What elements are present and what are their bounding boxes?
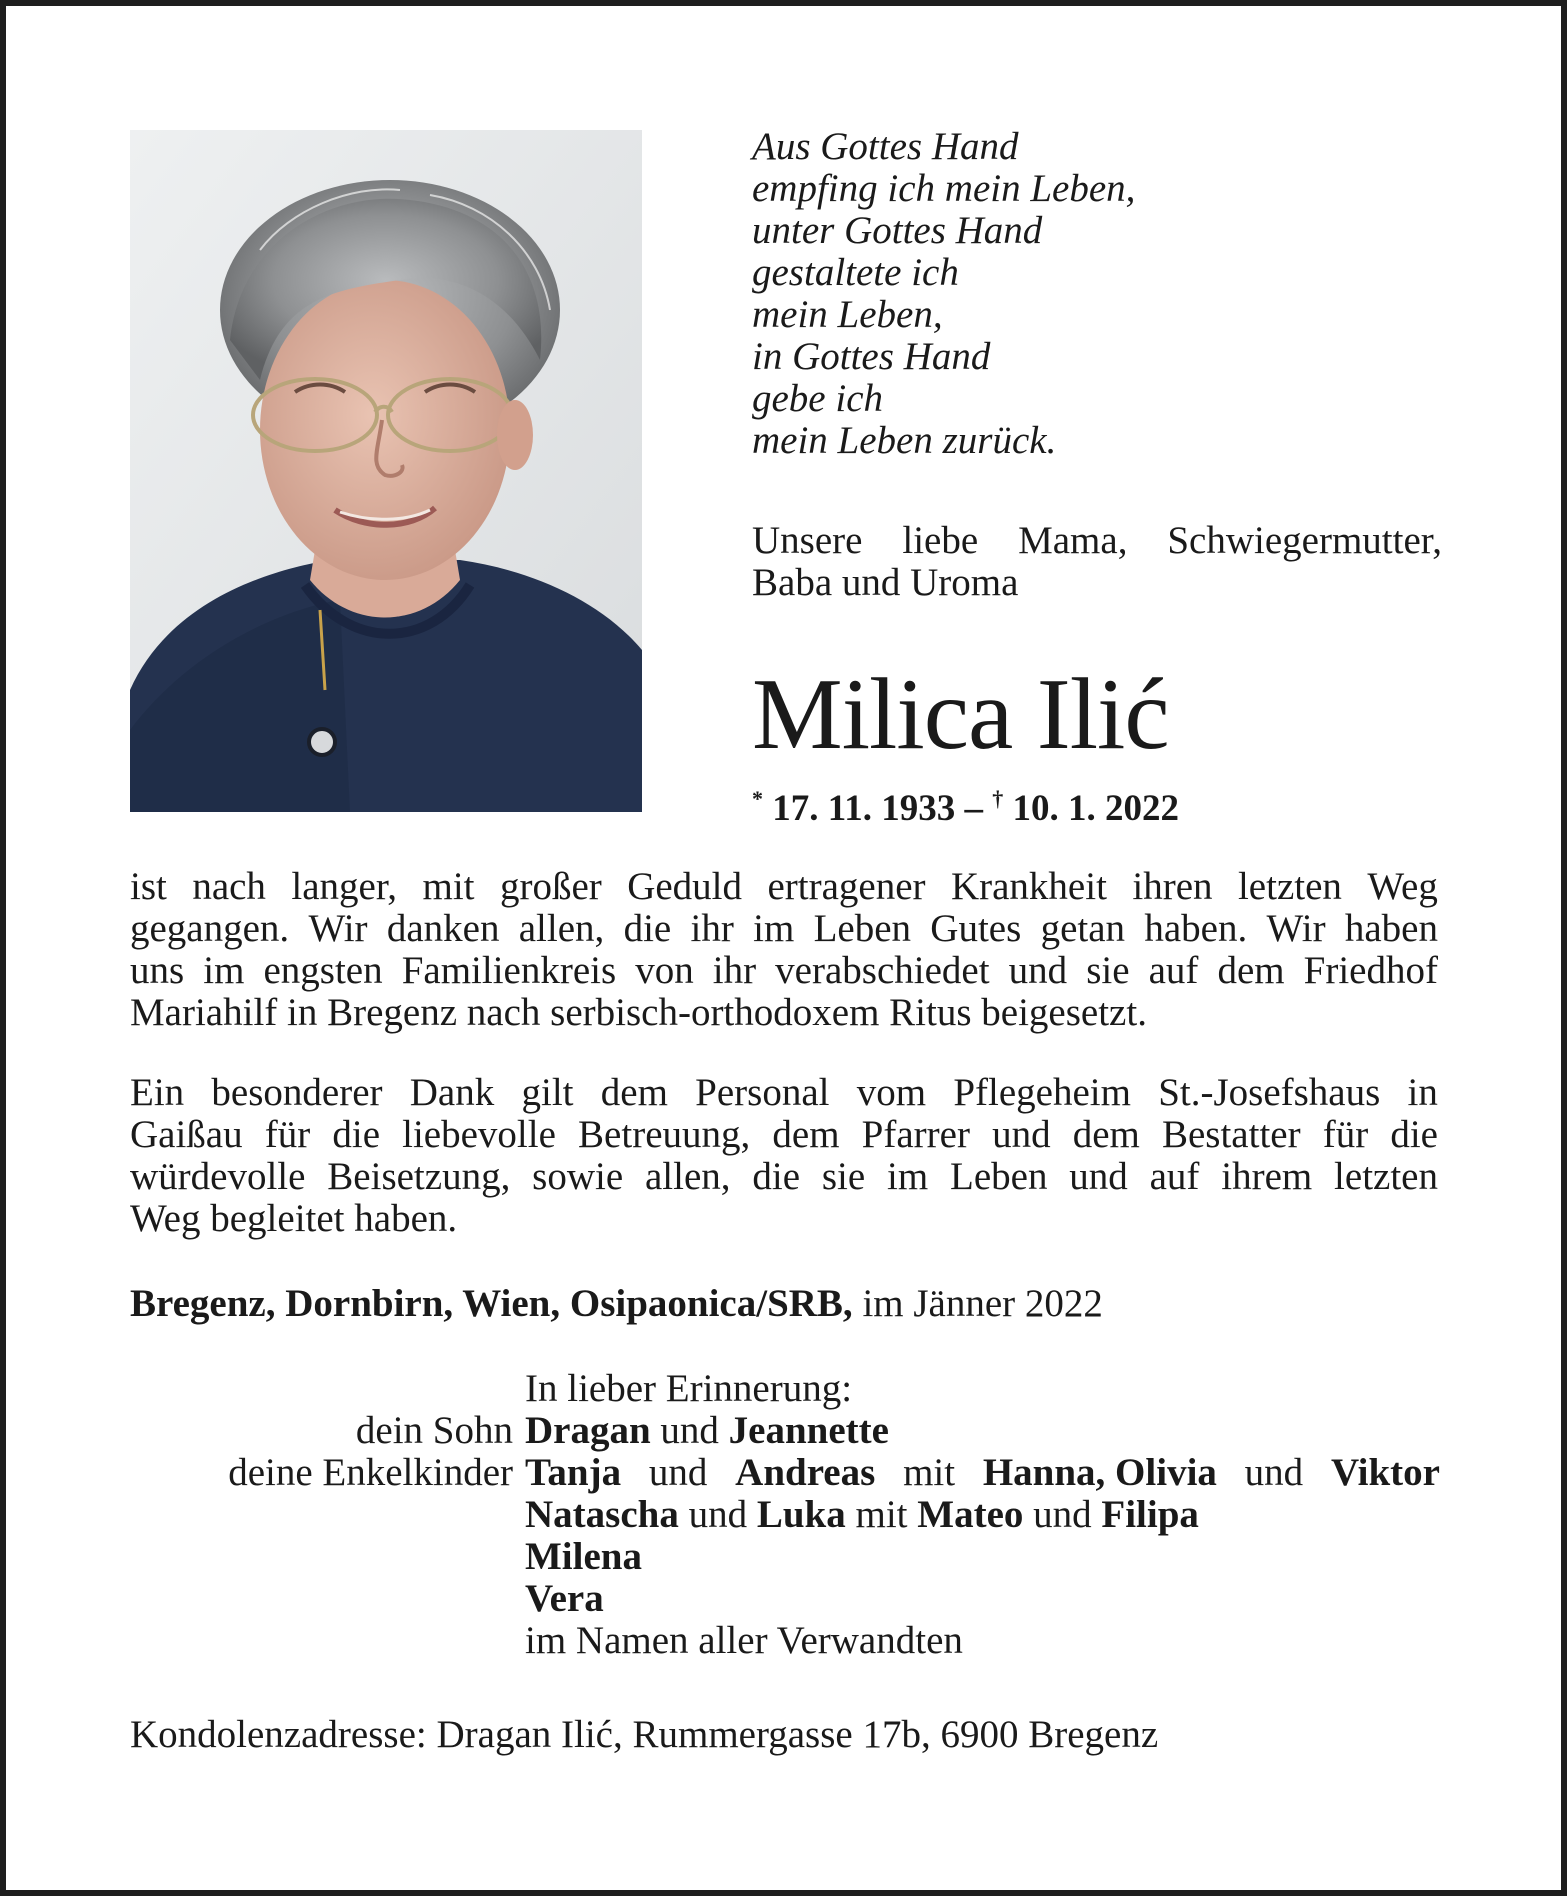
son-name: Dragan [525,1409,651,1452]
death-symbol: † [992,786,1004,811]
paragraph-line [130,866,1438,908]
poem-line: unter Gottes Hand [752,209,1043,252]
word: verabschiedet [775,949,990,992]
paragraph-line: Weg begleitet haben. [130,1197,458,1240]
word: Ein [130,1071,185,1114]
mourner-row-grandchildren-2 [130,1494,1440,1536]
grandchild-name: Tanja [525,1451,622,1494]
word: dem [600,1071,668,1114]
great-grandchild-name: Viktor [1330,1451,1440,1494]
word: liebevolle [402,1113,556,1156]
mourners-list [130,1368,1440,1662]
great-grandchild-name: Mateo [917,1493,1024,1536]
poem-line: in Gottes Hand [752,335,991,378]
great-grandchild-name: Filipa [1101,1493,1199,1536]
word: die [623,907,672,950]
word: allen, [644,1155,731,1198]
word: ihrem [1221,1155,1313,1198]
word: die [332,1113,381,1156]
word: Pfarrer [861,1113,970,1156]
portrait-photo [130,130,642,812]
word: ertragener [767,865,926,908]
paragraph-line [130,1156,1438,1198]
mourners-heading-row [130,1368,1440,1410]
connector: mit [903,1451,956,1494]
word: dem [1072,1113,1140,1156]
word: vom [856,1071,927,1114]
partner-name: Andreas [735,1451,876,1494]
word: ihren [1132,865,1213,908]
places-and-date [130,1283,1103,1325]
word: von [635,949,694,992]
poem-line: Aus Gottes Hand [752,125,1019,168]
intro-line-1 [752,520,1442,562]
grandchildren-label: deine Enkelkinder [228,1451,513,1494]
word: die [752,1155,801,1198]
word: sie [1086,949,1130,992]
word: ihr [712,949,757,992]
word: St.-Josefshaus [1158,1071,1381,1114]
intro-line-2: Baba und Uroma [752,561,1019,604]
word: haben. [1144,907,1248,950]
intro-word: Mama, [1018,519,1128,562]
connector: und [688,1493,748,1536]
word: für [1322,1113,1369,1156]
word: und [1069,1155,1128,1198]
great-grandchildren-names: Hanna, Olivia [982,1451,1217,1494]
word: Leben [813,907,912,950]
mourner-row-grandchildren-4 [130,1578,1440,1620]
mourner-row-son [130,1410,1440,1452]
paragraph-line [130,908,1438,950]
word: gilt [521,1071,574,1114]
word: Krankheit [950,865,1107,908]
paragraph-line [130,950,1438,992]
mourner-row-grandchildren-1 [130,1452,1440,1494]
birth-symbol: * [752,786,763,811]
word: und [1008,949,1068,992]
connector: und [648,1451,708,1494]
word: haben [1344,907,1438,950]
places: Bregenz, Dornbirn, Wien, Osipaonica/SRB, [130,1282,853,1325]
word: engsten [263,949,383,992]
intro-word: Unsere [752,519,863,562]
word: Leben [950,1155,1048,1198]
mourner-row-grandchildren-3 [130,1536,1440,1578]
word: nach [192,865,266,908]
grandchild-name: Vera [525,1577,604,1620]
word: auf [1149,1155,1200,1198]
grandchild-name: Natascha [525,1493,679,1536]
word: sowie [532,1155,624,1198]
word: Geduld [627,865,743,908]
word: großer [499,865,602,908]
word: Weg [1367,865,1438,908]
word: Dank [409,1071,495,1114]
month-year: im Jänner 2022 [862,1282,1103,1325]
partner-name: Luka [756,1493,846,1536]
poem-line: gestaltete ich [752,251,959,294]
death-date: 10. 1. 2022 [1012,788,1179,829]
date-separator: – [964,788,983,829]
word: allen, [518,907,605,950]
thanks-paragraph [130,1072,1438,1240]
word: Wir [308,907,368,950]
word: ist [130,865,167,908]
relatives-note: im Namen aller Verwandten [525,1619,963,1662]
word: letzten [1237,865,1342,908]
word: Familienkreis [401,949,617,992]
word: auf [1148,949,1199,992]
word: die [1390,1113,1438,1156]
word: Personal [695,1071,830,1114]
word: für [264,1113,311,1156]
word: in [1407,1071,1438,1114]
word: letzten [1334,1155,1438,1198]
connector: und [660,1409,719,1452]
word: ihr [690,907,734,950]
mourners-heading: In lieber Erinnerung: [525,1367,853,1410]
word: Wir [1266,907,1326,950]
poem-line: mein Leben zurück. [752,419,1057,462]
mourner-row-relatives [130,1620,1440,1662]
word: dem [772,1113,840,1156]
poem-line: gebe ich [752,377,884,420]
word: Gutes [930,907,1022,950]
deceased-name: Milica Ilić [752,658,1169,771]
poem-line: mein Leben, [752,293,943,336]
word: und [992,1113,1051,1156]
paragraph-line: Mariahilf in Bregenz nach serbisch-orthodoxem Ritus beigesetzt. [130,991,1147,1034]
word: Betreuung, [578,1113,751,1156]
paragraph-line [130,1114,1438,1156]
word: Beisetzung, [327,1155,511,1198]
grandchild-name: Milena [525,1535,642,1578]
condolence-address: Kondolenzadresse: Dragan Ilić, Rummergasse 17b, 6900 Bregenz [130,1713,1159,1756]
poem [752,126,1452,462]
word: sie [821,1155,866,1198]
word: Pflegeheim [953,1071,1131,1114]
connector: und [1244,1451,1304,1494]
life-dates [752,778,1179,830]
word: gegangen. [130,907,290,950]
word: im [753,907,795,950]
paragraph-line [130,1072,1438,1114]
intro-text [752,520,1442,604]
birth-date: 17. 11. 1933 [772,788,956,829]
word: im [887,1155,929,1198]
word: im [203,949,245,992]
word: mit [422,865,475,908]
word: uns [130,949,185,992]
word: langer, [291,865,398,908]
word: danken [386,907,500,950]
connector: und [1033,1493,1092,1536]
intro-word: Schwiegermutter, [1167,519,1442,562]
word: Friedhof [1303,949,1438,992]
intro-word: liebe [902,519,979,562]
word: würdevolle [130,1155,306,1198]
son-label: dein Sohn [355,1409,513,1452]
word: Gaißau [130,1113,243,1156]
son-partner-name: Jeannette [728,1409,889,1452]
announcement-paragraph [130,866,1438,1034]
word: getan [1040,907,1126,950]
word: Bestatter [1161,1113,1301,1156]
poem-line: empfing ich mein Leben, [752,167,1136,210]
word: dem [1217,949,1285,992]
word: besonderer [211,1071,383,1114]
connector: mit [855,1493,908,1536]
